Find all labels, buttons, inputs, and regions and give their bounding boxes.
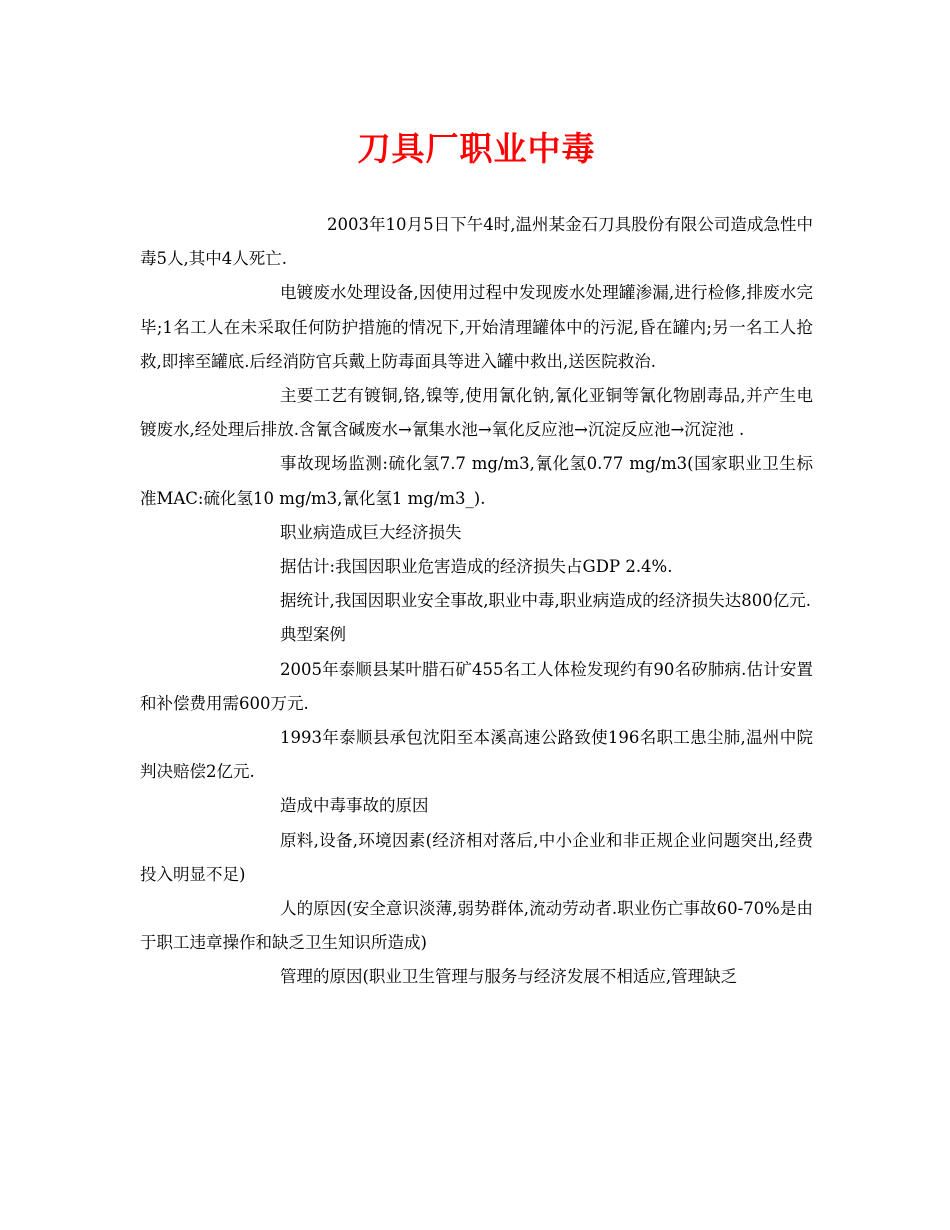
paragraph: 1993年泰顺县承包沈阳至本溪高速公路致使196名职工患尘肺,温州中院判决赔偿2亿元.: [140, 728, 813, 782]
paragraph: 事故现场监测:硫化氢7.7 mg/m3,氰化氢0.77 mg/m3(国家职业卫生标准MAC:硫化氢10 mg/m3,氰化氢1 mg/m3_).: [140, 454, 813, 508]
document-title: 刀具厂职业中毒: [357, 129, 596, 168]
document-body: [140, 208, 813, 995]
section-heading: 典型案例: [280, 625, 346, 645]
paragraph: 2003年10月5日下午4时,温州某金石刀具股份有限公司造成急性中毒5人,其中4人死亡.: [140, 215, 813, 269]
section-heading: 职业病造成巨大经济损失: [280, 522, 462, 542]
paragraph: 电镀废水处理设备,因使用过程中发现废水处理罐渗漏,进行检修,排废水完毕;1名工人在未采取任何防护措施的情况下,开始清理罐体中的污泥,昏在罐内;另一名工人抢救,即摔至罐底.后经消防官兵戴上防毒面具等进入罐中救出,送医院救治.: [140, 283, 813, 371]
paragraph: 2005年泰顺县某叶腊石矿455名工人体检发现约有90名矽肺病.估计安置和补偿费用需600万元.: [140, 659, 813, 713]
section-heading: 造成中毒事故的原因: [280, 796, 429, 816]
paragraph: 原料,设备,环境因素(经济相对落后,中小企业和非正规企业问题突出,经费投入明显不足): [140, 830, 813, 884]
paragraph: 主要工艺有镀铜,铬,镍等,使用氰化钠,氰化亚铜等氰化物剧毒品,并产生电镀废水,经处理后排放.含氰含碱废水→氰集水池→氧化反应池→沉淀反应池→沉淀池 .: [140, 386, 813, 440]
paragraph: 管理的原因(职业卫生管理与服务与经济发展不相适应,管理缺乏: [280, 967, 738, 987]
paragraph: 据估计:我国因职业危害造成的经济损失占GDP 2.4%.: [280, 557, 673, 577]
paragraph: 据统计,我国因职业安全事故,职业中毒,职业病造成的经济损失达800亿元.: [280, 591, 811, 611]
paragraph: 人的原因(安全意识淡薄,弱势群体,流动劳动者.职业伤亡事故60-70%是由于职工违章操作和缺乏卫生知识所造成): [140, 899, 813, 953]
